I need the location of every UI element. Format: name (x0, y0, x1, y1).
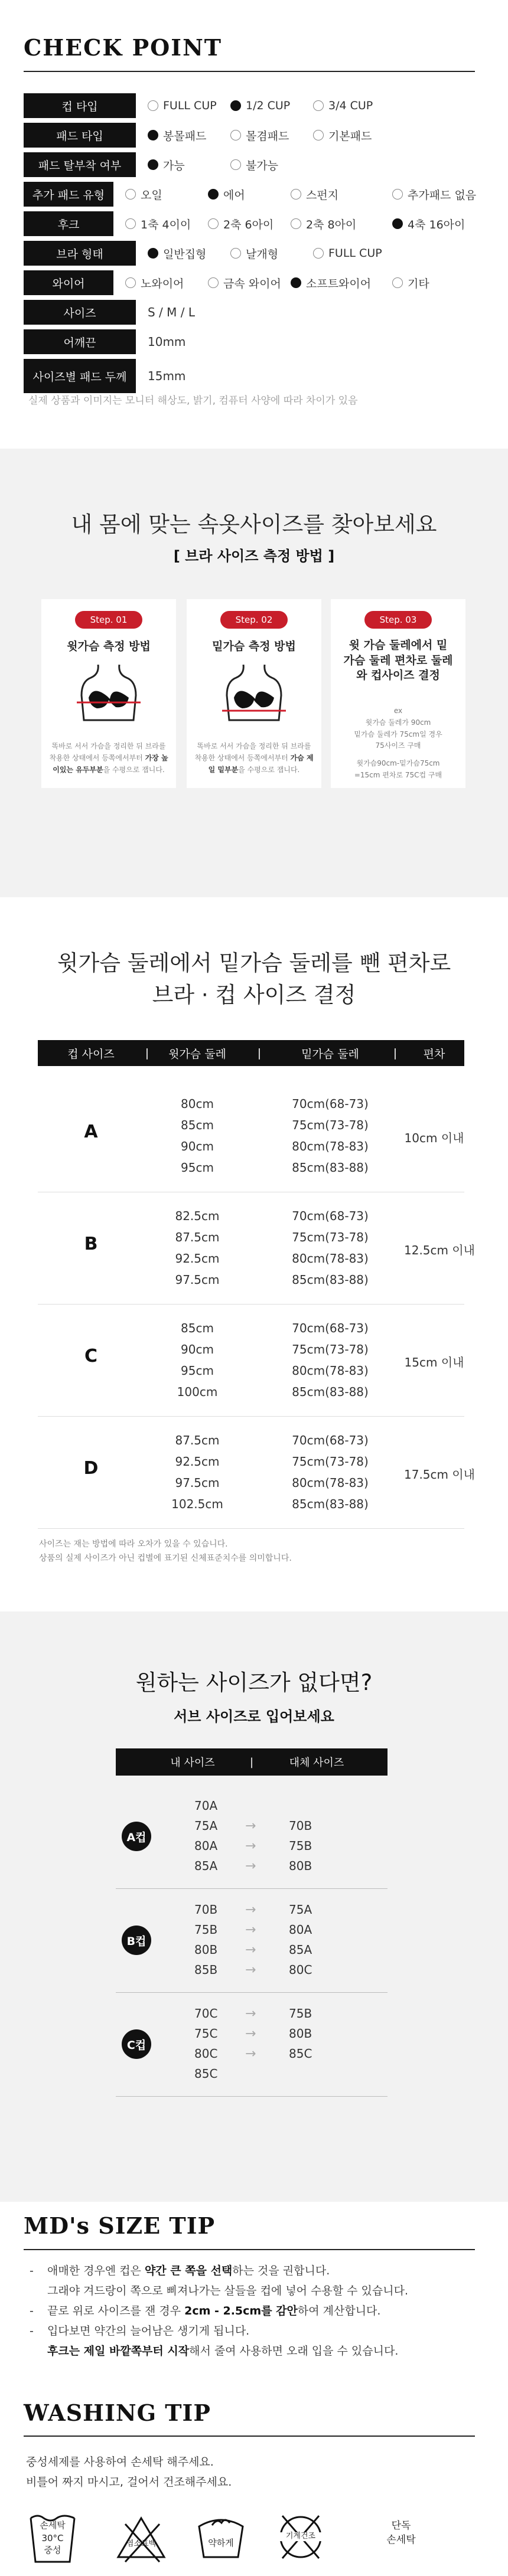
check-row-options (125, 187, 475, 202)
sister-row (194, 1856, 372, 1876)
check-option (230, 246, 313, 261)
cup-chart-note: 사이즈는 재는 방법에 따라 오차가 있을 수 있습니다. 상품의 실제 사이즈가 아닌 컵별에 표기된 신체표준치수를 의미합니다. (39, 1539, 292, 1563)
hand-wash-only-icon: 단독 손세탁 (386, 2520, 416, 2546)
alt-size: 80B (289, 1859, 312, 1873)
check-row-label: 추가 패드 유형 (24, 182, 113, 207)
md-tip-item (30, 2341, 478, 2361)
size-guide-title: 내 몸에 맞는 속옷사이즈를 찾아보세요 (71, 512, 437, 537)
check-row-value: S / M / L (148, 305, 195, 319)
step-desc: 똑바로 서서 가슴을 정리한 뒤 브라를 착용한 상태에서 등쪽에서부터 가슴 제일 밑부분을 수평으로 잽니다. (194, 742, 314, 774)
check-point-section (0, 0, 508, 449)
check-row (24, 241, 475, 266)
check-option-label: 몰겸패드 (246, 129, 289, 143)
cup-letter: C (84, 1346, 98, 1367)
check-row-label: 와이어 (24, 270, 113, 295)
check-option-label: 기본패드 (328, 129, 372, 143)
check-row-label: 사이즈별 패드 두께 (24, 359, 136, 393)
cup-badge: A컵 (122, 1822, 151, 1851)
measure-value: 95cm (181, 1160, 214, 1175)
selected-dot-icon (230, 100, 241, 111)
sister-size-section (0, 1611, 508, 2202)
cup-group (38, 1417, 476, 1529)
check-option-label: 3/4 CUP (328, 99, 373, 112)
check-option (148, 128, 230, 143)
size-guide-subtitle: [ 브라 사이즈 측정 방법 ] (173, 548, 335, 564)
check-option (313, 128, 415, 143)
measure-value: 92.5cm (175, 1454, 220, 1469)
check-option-label: 2축 6아이 (223, 218, 274, 231)
measure-value: 85cm(83-88) (292, 1497, 369, 1511)
check-row-label: 후크 (24, 211, 113, 236)
alt-size: 80C (289, 1963, 312, 1977)
check-row (24, 211, 475, 236)
cup-group (38, 1080, 464, 1192)
unselected-dot-icon (230, 248, 241, 259)
cup-group (38, 1192, 476, 1305)
cup-letter: A (84, 1122, 98, 1142)
no-tumble-dry-icon: 기계건조 (274, 2508, 327, 2567)
washing-tip-section (0, 2385, 508, 2576)
sister-row (194, 1900, 372, 1920)
measure-value: 85cm(83-88) (292, 1385, 369, 1399)
unselected-dot-icon (313, 248, 324, 259)
torso-under-measure-illustration (219, 661, 289, 732)
dash-bullet-icon: - (30, 2264, 34, 2277)
sister-row (194, 2023, 372, 2044)
arrow-right-icon: → (245, 2046, 256, 2061)
measure-value: 70cm(68-73) (292, 1097, 369, 1111)
check-option-label: 1축 4이이 (141, 218, 191, 231)
measure-value: 75cm(73-78) (292, 1454, 369, 1469)
measure-value: 70cm(68-73) (292, 1209, 369, 1223)
my-size: 80C (194, 2047, 218, 2061)
measure-value: 75cm(73-78) (292, 1342, 369, 1356)
measure-value: 87.5cm (175, 1433, 220, 1447)
sister-row (194, 1960, 372, 1980)
difference-value: 12.5cm 이내 (404, 1243, 476, 1257)
check-option (148, 99, 230, 112)
step-card-3 (331, 599, 465, 788)
measure-value: 90cm (181, 1342, 214, 1356)
selected-dot-icon (148, 248, 158, 259)
step-card-2 (187, 599, 321, 788)
check-option-label: 불가능 (246, 159, 279, 172)
measure-value: 80cm(78-83) (292, 1139, 369, 1153)
check-row-label: 사이즈 (24, 300, 136, 325)
check-row (24, 300, 475, 325)
my-size: 70A (194, 1799, 218, 1813)
check-option (125, 216, 208, 232)
selected-dot-icon (208, 189, 219, 200)
my-size: 70B (194, 1902, 218, 1917)
sister-size-subtitle: 서브 사이즈로 입어보세요 (174, 1708, 334, 1725)
unselected-dot-icon (148, 100, 158, 111)
arrow-right-icon: → (245, 1838, 256, 1853)
check-row-label: 어깨끈 (24, 329, 136, 354)
cup-badge: B컵 (122, 1926, 151, 1955)
col-separator: | (249, 1756, 254, 1768)
selected-dot-icon (148, 130, 158, 140)
measure-value: 75cm(73-78) (292, 1118, 369, 1132)
arrow-right-icon: → (245, 2006, 256, 2021)
unselected-dot-icon (208, 218, 219, 229)
col-my-size: 내 사이즈 (170, 1757, 215, 1769)
sister-group (116, 1998, 387, 2097)
check-option (291, 187, 392, 202)
my-size: 75A (194, 1819, 218, 1833)
measure-value: 85cm(83-88) (292, 1160, 369, 1175)
check-option-label: 에어 (223, 188, 245, 202)
measure-value: 85cm (181, 1321, 214, 1335)
check-row-label: 브라 형태 (24, 241, 136, 266)
measure-value: 85cm(83-88) (292, 1273, 369, 1287)
sister-row (194, 2003, 372, 2023)
my-size: 85B (194, 1963, 218, 1977)
divider (24, 2436, 475, 2437)
check-row (24, 152, 475, 177)
my-size: 75C (194, 2026, 218, 2041)
check-option (230, 99, 313, 112)
arrow-right-icon: → (245, 1858, 256, 1874)
alt-size: 75A (289, 1902, 312, 1917)
arrow-right-icon: → (245, 2026, 256, 2041)
difference-value: 10cm 이내 (404, 1131, 464, 1145)
check-option (148, 246, 230, 261)
unselected-dot-icon (125, 189, 136, 200)
check-option-label: 2축 8아이 (306, 218, 357, 231)
check-row-options (148, 335, 185, 349)
alt-size: 80B (289, 2026, 312, 2041)
col-separator: | (393, 1047, 398, 1060)
check-row-options (148, 305, 195, 319)
check-option (125, 275, 208, 291)
check-option-label: 가능 (163, 159, 185, 172)
md-tip-title: MD's SIZE TIP (24, 2212, 216, 2239)
check-option (291, 216, 392, 232)
alt-size: 80A (289, 1923, 312, 1937)
md-size-tip-section (0, 2202, 508, 2385)
sister-list (194, 1900, 372, 1980)
unselected-dot-icon (313, 100, 324, 111)
upper-bust-list (150, 1318, 245, 1403)
upper-bust-list (150, 1205, 245, 1290)
torso-upper-measure-illustration (73, 661, 144, 732)
check-option (208, 187, 291, 202)
check-option (392, 275, 475, 291)
cup-chart-header (38, 1040, 464, 1066)
unselected-dot-icon (125, 277, 136, 288)
sister-group (116, 1790, 387, 1889)
md-tip-text: 애매한 경우엔 컵은 약간 큰 쪽을 선택하는 것을 권합니다. (47, 2264, 330, 2277)
measure-value: 82.5cm (175, 1209, 220, 1223)
check-option-label: 기타 (408, 277, 429, 290)
check-row-options (125, 275, 475, 291)
measure-value: 100cm (177, 1385, 218, 1399)
unselected-dot-icon (230, 130, 241, 140)
step-card-1 (41, 599, 176, 788)
check-option (392, 187, 475, 202)
check-row-value: 15mm (148, 369, 186, 383)
measure-value: 80cm(78-83) (292, 1364, 369, 1378)
step-badge: Step. 01 (75, 611, 142, 629)
arrow-right-icon: → (245, 1942, 256, 1957)
measure-value: 90cm (181, 1139, 214, 1153)
cup-size-chart-section (0, 897, 508, 1611)
check-row-options (148, 246, 415, 261)
disclaimer-note: 실제 상품과 이미지는 모니터 해상도, 밝기, 컴퓨터 사양에 따라 차이가 있음 (28, 395, 358, 407)
my-size: 70C (194, 2006, 218, 2021)
hand-wash-icon: 손세탁 30°C 중성 (26, 2508, 79, 2567)
measure-value: 95cm (181, 1364, 214, 1378)
sister-list (194, 2003, 372, 2084)
col-difference: 편차 (423, 1047, 445, 1061)
check-point-title: CHECK POINT (24, 34, 223, 61)
step-badge: Step. 03 (364, 611, 432, 629)
measure-value: 85cm (181, 1118, 214, 1132)
sister-size-header (116, 1748, 387, 1776)
check-point-table (24, 93, 475, 398)
cup-letter: D (83, 1458, 99, 1479)
check-option-label: 금속 와이어 (223, 277, 281, 290)
arrow-right-icon: → (245, 1922, 256, 1937)
sister-list (194, 1796, 372, 1876)
sister-group (116, 1894, 387, 1993)
check-row (24, 182, 475, 207)
measure-value: 70cm(68-73) (292, 1433, 369, 1447)
under-bust-list (280, 1093, 380, 1178)
washing-icons (26, 2508, 451, 2567)
check-option (392, 216, 475, 232)
check-option-label: 1/2 CUP (246, 99, 291, 112)
alt-size: 85C (289, 2047, 312, 2061)
check-row-options (125, 216, 475, 232)
cup-group (38, 1305, 464, 1417)
under-bust-list (280, 1205, 380, 1290)
unselected-dot-icon (392, 277, 403, 288)
upper-bust-list (150, 1430, 245, 1515)
dash-bullet-icon (30, 2341, 47, 2361)
measure-value: 75cm(73-78) (292, 1230, 369, 1244)
measure-value: 87.5cm (175, 1230, 220, 1244)
measure-value: 92.5cm (175, 1251, 220, 1266)
col-separator: | (257, 1047, 262, 1060)
measure-value: 80cm(78-83) (292, 1251, 369, 1266)
sister-row (194, 2044, 372, 2064)
dash-bullet-icon: - (30, 2325, 34, 2338)
check-option-label: FULL CUP (163, 99, 217, 112)
md-tip-text: 입다보면 약간의 늘어남은 생기게 됩니다. (47, 2325, 250, 2338)
size-guide-section (0, 449, 508, 897)
unselected-dot-icon (291, 218, 301, 229)
check-option-label: 스펀지 (306, 188, 339, 202)
check-option (313, 99, 415, 112)
no-bleach-icon: 염소표백 (115, 2508, 168, 2567)
sister-row (194, 2064, 372, 2084)
sister-row (194, 1796, 372, 1816)
col-upper-bust: 윗가슴 둘레 (168, 1047, 226, 1061)
washing-tip-title: WASHING TIP (24, 2400, 211, 2426)
sister-row (194, 1836, 372, 1856)
divider (24, 2249, 475, 2250)
difference-value: 17.5cm 이내 (404, 1467, 476, 1482)
md-tip-item (30, 2281, 478, 2301)
check-row (24, 270, 475, 295)
difference-value: 15cm 이내 (404, 1355, 464, 1369)
dash-bullet-icon (30, 2281, 47, 2301)
check-option (148, 157, 230, 173)
alt-size: 70B (289, 1819, 312, 1833)
md-tip-list (30, 2261, 478, 2361)
washing-text: 중성세제를 사용하여 손세탁 해주세요. 비틀어 짜지 마시고, 걸어서 건조해주세요. (26, 2456, 232, 2489)
check-row-options (148, 157, 313, 173)
cup-chart-title-line1: 윗가슴 둘레에서 밑가슴 둘레를 뺀 편차로 (57, 950, 451, 976)
sister-row (194, 1816, 372, 1836)
check-option-label: FULL CUP (328, 247, 382, 260)
divider (24, 71, 475, 72)
measure-value: 102.5cm (171, 1497, 223, 1511)
md-tip-text: 끝로 위로 사이즈를 잰 경우 2cm - 2.5cm를 감안하여 계산합니다. (47, 2304, 381, 2317)
md-tip-text: 그래야 겨드랑이 쪽으로 삐져나가는 살들을 컵에 넣어 수용할 수 있습니다. (47, 2284, 409, 2297)
check-row (24, 93, 475, 118)
check-option-label: 소프트와이어 (306, 277, 372, 290)
check-row (24, 329, 475, 354)
arrow-right-icon: → (245, 1902, 256, 1917)
unselected-dot-icon (392, 189, 403, 200)
sister-row (194, 1920, 372, 1940)
md-tip-item (30, 2301, 478, 2321)
check-row (24, 359, 475, 393)
col-alt-size: 대체 사이즈 (289, 1757, 344, 1769)
weak-hand-wash-icon: 약하게 (194, 2508, 248, 2567)
cup-letter: B (84, 1234, 98, 1254)
step-badge: Step. 02 (220, 611, 288, 629)
cup-chart-title-line2: 브라 · 컵 사이즈 결정 (152, 982, 356, 1008)
alt-size: 85A (289, 1943, 312, 1957)
check-option-label: 봉몰패드 (163, 129, 207, 143)
cup-badge: C컵 (122, 2029, 151, 2059)
my-size: 80B (194, 1943, 218, 1957)
md-tip-text: 후크는 제일 바깥쪽부터 시작해서 줄여 사용하면 오래 입을 수 있습니다. (47, 2345, 399, 2358)
my-size: 75B (194, 1923, 218, 1937)
upper-bust-list (150, 1093, 245, 1178)
col-cup-size: 컵 사이즈 (67, 1047, 115, 1061)
check-option (313, 247, 415, 260)
unselected-dot-icon (230, 159, 241, 170)
step-title: 윗 가슴 둘레에서 밑 가슴 둘레 편차로 둘레와 컵사이즈 결정 (343, 639, 453, 682)
check-option-label: 일반집형 (163, 247, 207, 261)
unselected-dot-icon (125, 218, 136, 229)
check-option-label: 날개형 (246, 247, 279, 261)
step-desc: 똑바로 서서 가슴을 정리한 뒤 브라를 착용한 상태에서 등쪽에서부터 가장 높이있는 유두부분을 수평으로 잽니다. (49, 742, 168, 774)
alt-size: 75B (289, 1839, 312, 1853)
step-title: 밑가슴 측정 방법 (212, 640, 296, 653)
dash-bullet-icon: - (30, 2304, 34, 2317)
measure-value: 70cm(68-73) (292, 1321, 369, 1335)
measure-value: 80cm (181, 1097, 214, 1111)
step-title: 윗가슴 측정 방법 (67, 640, 151, 653)
alt-size: 75B (289, 2006, 312, 2021)
check-row-label: 컵 타입 (24, 93, 136, 118)
check-row (24, 123, 475, 148)
check-option (291, 275, 392, 291)
arrow-right-icon: → (245, 1962, 256, 1977)
sister-size-title: 원하는 사이즈가 없다면? (135, 1670, 373, 1695)
my-size: 80A (194, 1839, 218, 1853)
check-option (125, 187, 208, 202)
selected-dot-icon (392, 218, 403, 229)
under-bust-list (280, 1430, 380, 1515)
selected-dot-icon (148, 159, 158, 170)
check-row-options (148, 128, 415, 143)
check-row-label: 패드 탈부착 여부 (24, 152, 136, 177)
unselected-dot-icon (291, 189, 301, 200)
check-option (230, 128, 313, 143)
check-row-options (148, 99, 415, 112)
check-option-label: 노와이어 (141, 277, 184, 290)
check-option (230, 157, 313, 173)
check-option-label: 4축 16아이 (408, 218, 465, 231)
unselected-dot-icon (313, 130, 324, 140)
check-option (208, 275, 291, 291)
measure-value: 97.5cm (175, 1476, 220, 1490)
selected-dot-icon (291, 277, 301, 288)
measure-value: 80cm(78-83) (292, 1476, 369, 1490)
step-example: ex 윗가슴 둘레가 90cm 밑가슴 둘레가 75cm일 경우 75사이즈 구매 윗가슴90cm-밑가슴75cm =15cm 편차로 75C컵 구매 (354, 707, 442, 779)
measure-value: 97.5cm (175, 1273, 220, 1287)
md-tip-item (30, 2321, 478, 2341)
under-bust-list (280, 1318, 380, 1403)
check-row-value: 10mm (148, 335, 186, 349)
md-tip-item (30, 2261, 478, 2281)
col-separator: | (145, 1047, 149, 1060)
arrow-right-icon: → (245, 1818, 256, 1833)
check-row-label: 패드 타입 (24, 123, 136, 148)
sister-row (194, 1940, 372, 1960)
my-size: 85A (194, 1859, 218, 1873)
unselected-dot-icon (208, 277, 219, 288)
check-row-options (148, 369, 185, 383)
check-option (208, 216, 291, 232)
check-option-label: 추가패드 없음 (408, 188, 477, 202)
check-option-label: 오일 (141, 188, 162, 202)
my-size: 85C (194, 2067, 218, 2081)
col-under-bust: 밑가슴 둘레 (301, 1047, 359, 1061)
